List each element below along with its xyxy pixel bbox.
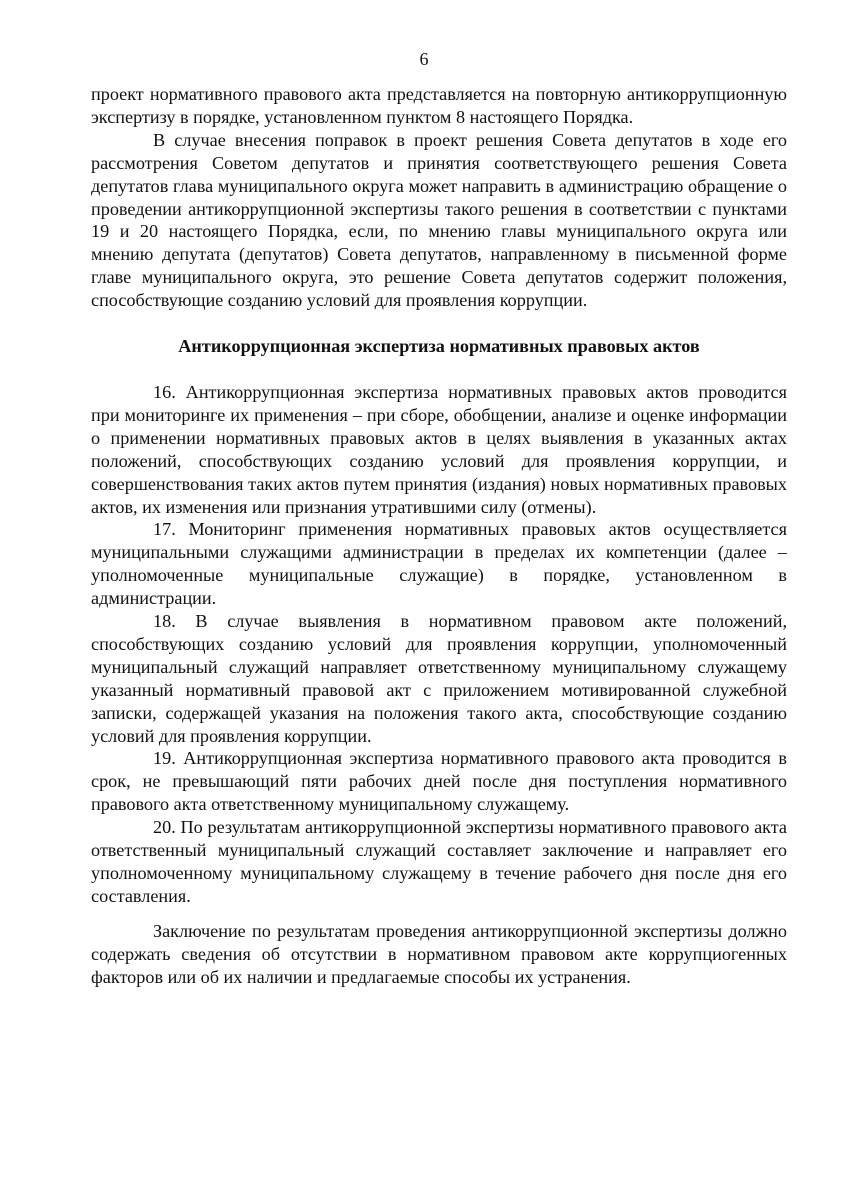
clause-17: 17. Мониторинг применения нормативных правовых актов осуществляется муниципальными служащими администрации в пределах их компетенции (далее –уполномоченные муниципальные служащие) в порядке, установленном в администрации. — [91, 519, 787, 609]
clause-16: 16. Антикоррупционная экспертиза нормативных правовых актов проводится при мониторинге их применения – при сборе, обобщении, анализе и оценке информации о применении нормативных правовых актов в целях выявления в указанных актах положений, способствующих созданию условий для проявления коррупции, и совершенствования таких актов путем принятия (издания) новых нормативных правовых актов, их изменения или признания утратившими силу (отмены). — [91, 381, 787, 517]
conclusion-paragraph: Заключение по результатам проведения антикоррупционной экспертизы должно содержать сведения об отсутствии в нормативном правовом акте коррупциогенных факторов или об их наличии и предлагаемые способы их устранения. — [91, 920, 787, 987]
section-heading: Антикоррупционная экспертиза нормативных правовых актов — [178, 336, 700, 357]
clause-20: 20. По результатам антикоррупционной экспертизы нормативного правового акта ответственный муниципальный служащий составляет заключение и направляет его уполномоченному муниципальному служащему в течение рабочего дня после дня его составления. — [91, 817, 787, 906]
clause-19: 19. Антикоррупционная экспертиза нормативного правового акта проводится в срок, не превышающий пяти рабочих дней после дня поступления нормативного правового акта ответственному муниципальному служащему. — [91, 748, 787, 815]
clause-18: 18. В случае выявления в нормативном правовом акте положений, способствующих созданию условий для проявления коррупции, уполномоченный муниципальный служащий направляет ответственному муниципальному служащему указанный нормативный правовой акт с приложением мотивированной служебной записки, содержащей указания на положения такого акта, способствующие созданию условий для проявления коррупции. — [91, 611, 787, 746]
spacer — [91, 312, 787, 335]
document-body — [91, 83, 787, 989]
spacer — [91, 908, 787, 920]
spacer — [91, 358, 787, 381]
paragraph-continuation: проект нормативного правового акта представляется на повторную антикоррупционную экспертизу в порядке, установленном пунктом 8 настоящего Порядка. — [91, 84, 787, 127]
page-number: 6 — [419, 49, 429, 69]
paragraph-amendments: В случае внесения поправок в проект решения Совета депутатов в ходе его рассмотрения Советом депутатов и принятия соответствующего решения Совета депутатов глава муниципального округа может направить в администрацию обращение о проведении антикоррупционной экспертизы такого решения в соответствии с пунктами 19 и 20 настоящего Порядка, если, по мнению главы муниципального округа или мнению депутата (депутатов) Совета депутатов, направленному в письменной форме главе муниципального округа, это решение Совета депутатов содержит положения, способствующие созданию условий для проявления коррупции. — [91, 129, 787, 311]
